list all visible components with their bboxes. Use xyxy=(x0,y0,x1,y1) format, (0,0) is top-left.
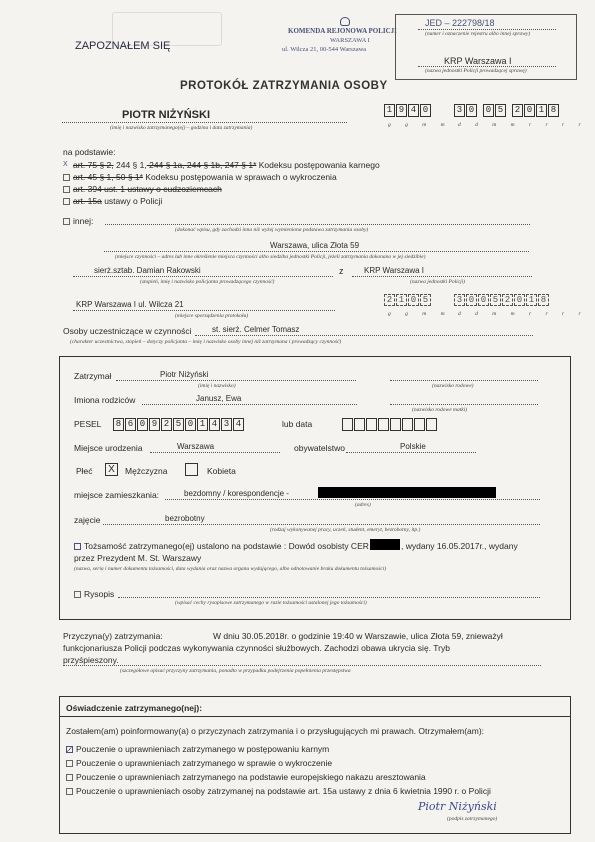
protocol-time-digit: 5 xyxy=(420,294,431,306)
legal-basis-label: na podstawie: xyxy=(63,147,116,157)
pesel-digit: 4 xyxy=(209,418,220,431)
place-caption: (miejsce czynności – adres lub inne określenie miejsca czynności albo siedziba jednostki Policji, jeżeli zatrzymania dokonano w jej siedzibie) xyxy=(115,254,426,260)
pesel-digit: 8 xyxy=(113,418,124,431)
protocol-time-digit: 1 xyxy=(396,294,407,306)
unit-dots xyxy=(418,66,556,67)
residence-label: miejsce zamieszkania: xyxy=(74,490,160,500)
protocol-place-caption: (miejsce sporządzenia protokołu) xyxy=(175,313,249,319)
redacted-address xyxy=(318,487,496,498)
pesel-boxes xyxy=(113,418,245,431)
birthdate-digit[interactable] xyxy=(402,418,413,431)
unit-name: KRP Warszawa I xyxy=(444,56,512,66)
male-label: Mężczyzna xyxy=(125,466,168,476)
citizenship-dots xyxy=(346,452,476,453)
legal-basis-text: art. 45 § 1, 50 § 1* xyxy=(73,172,143,182)
family-dots xyxy=(390,380,538,381)
pesel-digit: 0 xyxy=(185,418,196,431)
sex-label: Płeć xyxy=(76,466,93,476)
name-dots xyxy=(62,122,347,123)
place-dots xyxy=(104,251,529,252)
detention-date-digit: 1 xyxy=(536,104,547,117)
detention-time-digit: 1 xyxy=(384,104,395,117)
job-caption: (rodzaj wykonywanej pracy, uczeń, student, emeryt, bezrobotny, itp.) xyxy=(270,527,421,533)
detention-time-boxes xyxy=(384,104,432,117)
residence-dots xyxy=(165,499,540,500)
identity-line1b: , wydany 16.05.2017r., wydany xyxy=(401,541,518,551)
other-basis-label xyxy=(63,216,93,226)
statement-item xyxy=(66,772,426,782)
address-caption: (adres) xyxy=(355,502,371,508)
statement-checkbox[interactable] xyxy=(66,760,73,767)
job-value: bezrobotny xyxy=(165,514,205,523)
officer-dots xyxy=(73,276,333,277)
pesel-label: PESEL xyxy=(74,419,102,429)
mother-dots xyxy=(390,404,538,405)
stamp-line2: WARSZAWA I xyxy=(330,37,370,44)
detainee-caption: (imię i nazwisko zatrzymanego(ej) – godzina i data zatrzymania) xyxy=(110,125,253,131)
pesel-digit: 2 xyxy=(161,418,172,431)
statement-item xyxy=(66,758,332,768)
identity-line2: przez Prezydent M. St. Warszawy xyxy=(74,553,202,563)
statement-title: Oświadczenie zatrzymanego(nej): xyxy=(66,703,203,713)
rysopis-dots xyxy=(118,597,540,598)
pesel-digit: 3 xyxy=(221,418,232,431)
detention-date-digit: 0 xyxy=(524,104,535,117)
detained-caption: (imię i nazwisko) xyxy=(198,383,236,389)
officer-unit-dots xyxy=(352,276,532,277)
detention-time-digit: 9 xyxy=(396,104,407,117)
other-basis-text: innej: xyxy=(73,216,94,226)
male-checkbox[interactable]: X xyxy=(105,463,118,476)
pesel-digit: 4 xyxy=(233,418,244,431)
reason-line1: W dniu 30.05.2018r. o godzinie 19:40 w Warszawie, ulica Złota 59, znieważył xyxy=(213,631,503,641)
statement-checkbox[interactable] xyxy=(66,774,73,781)
legal-basis-item xyxy=(63,184,222,194)
document-title: PROTOKÓŁ ZATRZYMANIA OSOBY xyxy=(180,80,388,92)
reason-line2: funkcjonariusza Policji podczas wykonywania czynności służbowych. Zachodzi obawa ukrycia się. Tryb xyxy=(63,643,450,653)
protocol-date-digit: 0 xyxy=(478,294,489,306)
protocol-time-caption: g g m m xyxy=(388,311,452,317)
detainee-name: PIOTR NIŻYŃSKI xyxy=(122,109,211,121)
participants-label: Osoby uczestniczące w czynności xyxy=(63,326,192,336)
detention-date-digit: 0 xyxy=(483,104,494,117)
legal-basis-item xyxy=(63,196,162,206)
statement-item xyxy=(66,744,329,754)
detained-label: Zatrzymał xyxy=(74,371,112,381)
legal-basis-text: art. 75 § 2, xyxy=(73,160,114,170)
parents-value: Janusz, Ewa xyxy=(196,394,242,403)
detained-dots xyxy=(116,380,356,381)
detained-value: Piotr Niżyński xyxy=(160,370,209,379)
register-dots xyxy=(418,29,556,30)
detention-date-digit: 5 xyxy=(495,104,506,117)
unit-caption: (nazwa jednostki Policji prowadzącej sprawę) xyxy=(425,68,527,74)
other-basis-caption: (dokonać wpisu, gdy zachodzi inna niż wyżej wymieniona podstawa zatrzymania osoby) xyxy=(175,227,369,233)
birthplace-label: Miejsce urodzenia xyxy=(74,443,143,453)
reason-caption: (szczegółowe opisać przyczyny zatrzymania, ponadto w przypadku podejrzenia popełnienia przestępstwa xyxy=(120,668,351,674)
legal-basis-checkbox[interactable]: X xyxy=(63,161,68,169)
detention-date-digit: 3 xyxy=(454,104,465,117)
pesel-digit: 9 xyxy=(149,418,160,431)
statement-checkbox[interactable] xyxy=(66,788,73,795)
birthdate-boxes xyxy=(342,418,438,431)
legal-basis-checkbox[interactable] xyxy=(63,186,70,193)
protocol-date-digit: 8 xyxy=(538,294,549,306)
citizenship-label: obywatelstwo xyxy=(294,443,346,453)
birthdate-digit[interactable] xyxy=(378,418,389,431)
statement-intro: Zostałem(am) poinformowany(a) o przyczynach zatrzymania i o przysługujących mi prawach. Otrzymałem(am): xyxy=(66,726,485,736)
pesel-digit: 6 xyxy=(125,418,136,431)
reason-dots xyxy=(63,665,541,666)
legal-basis-text: Kodeksu postępowania karnego xyxy=(256,160,380,170)
lub-data-label: lub data xyxy=(282,419,313,429)
job-dots xyxy=(103,524,540,525)
job-label: zajęcie xyxy=(74,515,101,525)
rysopis-label xyxy=(74,589,114,599)
detention-time-digit: 4 xyxy=(408,104,419,117)
birthdate-digit[interactable] xyxy=(426,418,437,431)
parents-dots xyxy=(142,404,357,405)
female-label: Kobieta xyxy=(207,466,236,476)
officer-value: sierż.sztab. Damian Rakowski xyxy=(94,266,201,275)
birthdate-digit[interactable] xyxy=(414,418,425,431)
register-caption: (numer i oznaczenie rejestru albo innej sprawy) xyxy=(425,31,531,37)
statement-item-text: Pouczenie o uprawnieniach osoby zatrzymanej na podstawie art. 15a ustawy z dnia 6 kwietnia 1990 r. o Policji xyxy=(76,786,491,796)
participants-value: st. sierż. Celmer Tomasz xyxy=(212,325,300,334)
protocol-time-digit: 0 xyxy=(408,294,419,306)
legal-basis-text: art. 394 ust. 1 ustawy o cudzoziemcach xyxy=(73,184,222,194)
birthplace-dots xyxy=(150,452,280,453)
eagle-icon xyxy=(340,17,350,26)
pesel-digit: 0 xyxy=(137,418,148,431)
signature: Piotr Niżyński xyxy=(418,800,497,813)
detention-date-boxes xyxy=(454,104,560,117)
identity-line1 xyxy=(74,541,369,551)
officer-z: z xyxy=(339,266,344,276)
participants-dots xyxy=(195,335,533,336)
other-dots xyxy=(105,224,530,225)
protocol-date-digit: 2 xyxy=(502,294,513,306)
identity-checkbox[interactable] xyxy=(74,543,81,550)
protocol-date-digit: 3 xyxy=(454,294,465,306)
place-value: Warszawa, ulica Złota 59 xyxy=(270,241,360,250)
signature-caption: (podpis zatrzymanego) xyxy=(447,816,498,822)
register-number: JED – 222798/18 xyxy=(425,18,495,28)
statement-item xyxy=(66,786,491,796)
protocol-date-digit: 0 xyxy=(466,294,477,306)
statement-item-text: Pouczenie o uprawnieniach zatrzymanego w postępowaniu karnym xyxy=(76,744,330,754)
legal-basis-text: Kodeksu postępowania w sprawach o wykroczenia xyxy=(142,172,337,182)
protocol-date-digit: 1 xyxy=(526,294,537,306)
detention-date-caption: d d m m r r r r xyxy=(458,122,588,128)
female-checkbox[interactable] xyxy=(185,463,198,476)
zapoznalem-label: ZAPOZNAŁEM SIĘ xyxy=(75,40,171,52)
officer-unit: KRP Warszawa I xyxy=(364,266,425,275)
protocol-date-digit: 0 xyxy=(514,294,525,306)
stamp-line1: KOMENDA REJONOWA POLICJI xyxy=(288,27,397,35)
birthdate-digit[interactable] xyxy=(342,418,353,431)
reason-label: Przyczyna(y) zatrzymania: xyxy=(63,631,163,641)
rysopis-checkbox[interactable] xyxy=(74,591,81,598)
legal-basis-item xyxy=(63,172,337,182)
protocol-time-digit: 2 xyxy=(384,294,395,306)
detention-time-digit: 0 xyxy=(420,104,431,117)
pesel-digit: 1 xyxy=(197,418,208,431)
statement-item-text: Pouczenie o uprawnieniach zatrzymanego na podstawie europejskiego nakazu aresztowania xyxy=(76,772,426,782)
mother-caption: (nazwisko rodowe matki) xyxy=(412,407,468,413)
birthdate-digit[interactable] xyxy=(354,418,365,431)
citizenship-value: Polskie xyxy=(400,442,426,451)
protocol-place-dots xyxy=(73,310,335,311)
birthplace-value: Warszawa xyxy=(177,442,215,451)
protocol-date-digit: 5 xyxy=(490,294,501,306)
birthdate-digit[interactable] xyxy=(366,418,377,431)
protocol-place-value: KRP Warszawa I ul. Wilcza 21 xyxy=(76,300,184,309)
identity-text: Tożsamość zatrzymanego(ej) ustalono na podstawie : Dowód osobisty CER xyxy=(84,541,369,551)
protocol-date-caption: d d m m r r r r xyxy=(458,311,588,317)
protocol-date-boxes xyxy=(454,294,550,306)
stamp-line3: ul. Wilcza 21, 00-544 Warszawa xyxy=(282,46,367,53)
reason-line3: przyśpieszony. xyxy=(63,655,119,665)
participants-caption: (charakter uczestnictwa, stopień – dotyczy policjanta – imię i nazwisko osoby innej niż zatrzymana i prowadzący czynność) xyxy=(70,339,342,345)
protocol-time-boxes xyxy=(384,294,432,306)
legal-basis-text: 244 § 1a, 244 § 1b, 247 § 1* xyxy=(146,160,257,170)
birthdate-digit[interactable] xyxy=(390,418,401,431)
detention-date-digit: 8 xyxy=(548,104,559,117)
statement-title-divider xyxy=(59,716,571,717)
other-basis-checkbox[interactable] xyxy=(63,218,70,225)
pesel-digit: 5 xyxy=(173,418,184,431)
legal-basis-text: ustawy o Policji xyxy=(101,196,163,206)
officer-caption: (stopień, imię i nazwisko policjanta prowadzącego czynność) xyxy=(140,279,275,285)
residence-value: bezdomny / korespondencje - xyxy=(184,489,289,498)
officer-unit-caption: (nazwa jednostki Policji) xyxy=(410,279,465,285)
legal-basis-checkbox[interactable] xyxy=(63,174,70,181)
detention-time-caption: g g m m xyxy=(388,122,452,128)
rysopis-caption: (wpisać cechy rysopisowe zatrzymanego w razie tożsamości ustalonej jego tożsamości) xyxy=(175,600,367,606)
legal-basis-item xyxy=(63,160,380,170)
statement-item-text: Pouczenie o uprawnieniach zatrzymanego w sprawie o wykroczenie xyxy=(76,758,333,768)
redacted-document-number xyxy=(370,539,400,550)
parents-label: Imiona rodziców xyxy=(74,395,136,405)
legal-basis-text: 244 § 1, xyxy=(113,160,147,170)
family-caption: (nazwisko rodowe) xyxy=(432,383,474,389)
identity-caption: (nazwa, seria i numer dokumentu tożsamości, data wydania oraz nazwa organu wydającego, albo odnotowanie braku dokumentu tożsamości) xyxy=(74,566,387,572)
statement-checkbox[interactable] xyxy=(66,746,73,753)
legal-basis-text: art. 15a xyxy=(73,196,102,206)
detention-date-digit: 0 xyxy=(466,104,477,117)
legal-basis-checkbox[interactable] xyxy=(63,198,70,205)
detention-date-digit: 2 xyxy=(512,104,523,117)
rysopis-text: Rysopis xyxy=(84,589,115,599)
